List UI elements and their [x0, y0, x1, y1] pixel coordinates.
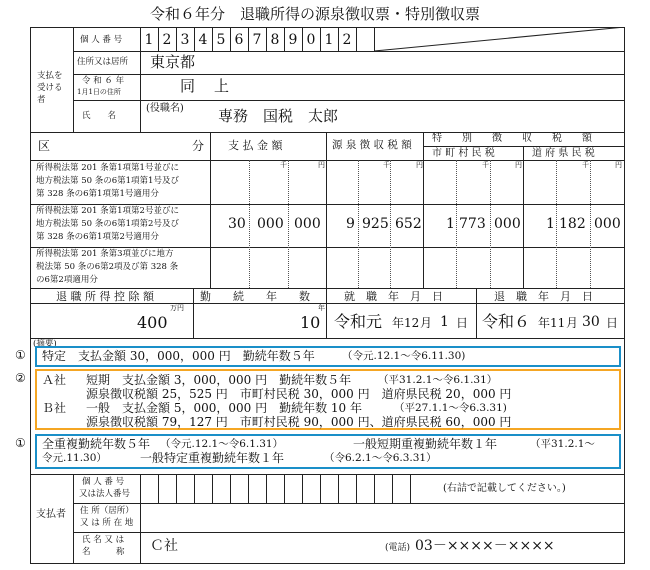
withholding-units: 652 — [395, 216, 422, 232]
row2-desc: 所得税法第 201 条第1項第2号並びに — [36, 206, 179, 216]
deduction-value: 400 — [137, 313, 168, 332]
col-city-label: 市 町 村 民 税 — [432, 148, 495, 159]
phone-label: (電話) — [385, 543, 411, 553]
row2-desc: 第 328 条の6第1項第2号適用分 — [36, 232, 159, 242]
col-section-label: 区 — [38, 139, 51, 153]
payer-name: Ｃ社 — [150, 538, 178, 554]
short-overlap-date: （平31.2.1～ — [530, 438, 595, 450]
row3-desc: 所得税法第 201 条第3項並びに地方 — [36, 249, 174, 259]
years-label: 勤 続 年 数 — [200, 290, 310, 303]
row3-desc: 税法第 50 条の6第2項及び第 328 条 — [36, 262, 179, 272]
deduction-label: 退 職 所 得 控 除 額 — [56, 290, 154, 303]
b-company-label: Ｂ社 — [42, 401, 67, 415]
jan1-address-label-2: 1月1日の住所 — [77, 88, 121, 96]
short-overlap-date-end: 令元.11.30） — [42, 452, 107, 464]
payer-address-label-2: 又 は 所 在 地 — [80, 518, 134, 528]
my-number-digit: 1 — [144, 32, 154, 48]
row1-desc: 地方税法第 50 条の6第1項第1号及び — [36, 176, 179, 186]
marker-2: ② — [15, 371, 26, 385]
a-company-line2: 源泉徴収税額 25，525 円 市町村民税 30，000 円 道府県民税 20，000 円 — [86, 387, 512, 401]
jan1-address-label: 令 和 ６ 年 — [82, 76, 125, 86]
recipient-label: 支払を受ける者 — [37, 71, 63, 105]
my-number-digit: 6 — [234, 32, 244, 48]
recipient-name: 専務 国税 太郎 — [218, 107, 339, 125]
unit-man-yen: 万円 — [170, 304, 184, 312]
city-tax-millions: 1 — [446, 216, 455, 232]
retirement-month-unit: 月 — [566, 316, 579, 330]
unit-yen: 円 — [615, 161, 622, 169]
pref-tax-thousands: 182 — [559, 216, 586, 232]
city-tax-units: 000 — [494, 216, 521, 232]
col-special-label: 特 別 徴 収 税 額 — [432, 133, 592, 144]
payer-number-label: 個 人 番 号 — [82, 477, 125, 487]
payment-units: 000 — [294, 216, 321, 232]
row2-desc: 地方税法第 50 条の6第1項第2号及び — [36, 219, 179, 229]
row1-desc: 第 328 条の6第1項第1号適用分 — [36, 189, 159, 199]
marker-3: ① — [15, 436, 26, 450]
remarks-line1: 特定 支払金額 30，000，000 円 勤続年数５年 — [42, 349, 315, 363]
retirement-day: 30 — [582, 314, 600, 330]
my-number-digit: 5 — [216, 32, 226, 48]
a-company-date: （平31.2.1～令6.1.31） — [378, 374, 498, 386]
employment-year: 年12 — [392, 316, 420, 330]
col-pref-label: 道 府 県 民 税 — [532, 148, 595, 159]
remarks-line1-date: （令元.12.1～令6.11.30) — [342, 350, 466, 362]
name-label: 氏 名 — [82, 111, 117, 121]
my-number-slash — [374, 27, 625, 51]
my-number-cells — [140, 27, 410, 51]
my-number-digit: 8 — [270, 32, 280, 48]
withholding-millions: 9 — [346, 216, 355, 232]
payer-name-label-2: 名 称 — [82, 547, 125, 557]
unit-yen: 円 — [515, 161, 522, 169]
payer-number-cells — [140, 474, 425, 503]
my-number-digit: 3 — [180, 32, 190, 48]
payer-number-label-2: 又は法人番号 — [79, 489, 131, 499]
overlap-years: 全重複勤続年数５年 — [42, 437, 151, 451]
remarks-label: (摘要) — [33, 339, 57, 349]
employment-day: 1 — [440, 314, 449, 330]
b-company-date: （平27.1.1～令6.3.31) — [394, 402, 507, 414]
col-withholding-label: 源 泉 徴 収 税 額 — [332, 139, 412, 151]
unit-thousand: 千 — [383, 161, 390, 169]
my-number-digit: 1 — [324, 32, 334, 48]
address-value: 東京都 — [150, 53, 196, 71]
row3-desc: の6第2項適用分 — [36, 275, 98, 285]
payer-number-note: (右詰で記載してください。) — [443, 483, 566, 494]
my-number-digit: 7 — [252, 32, 262, 48]
employment-day-unit: 日 — [456, 316, 469, 330]
my-number-digit: 9 — [288, 32, 298, 48]
b-company-line2: 源泉徴収税額 79，127 円 市町村民税 90，000 円、道府県民税 60，000 円 — [86, 415, 512, 429]
b-company-line1: 一般 支払金額 5，000，000 円 勤続年数 10 年 — [86, 401, 362, 415]
payment-thousands: 000 — [257, 216, 284, 232]
jan1-address-value: 同 上 — [180, 77, 232, 95]
col-payment-label: 支 払 金 額 — [228, 139, 283, 152]
unit-yen: 円 — [416, 161, 423, 169]
city-tax-thousands: 773 — [459, 216, 486, 232]
retirement-date-label: 退 職 年 月 日 — [494, 290, 593, 303]
years-value: 10 — [300, 313, 321, 332]
payer-address-label: 住 所（居所） — [80, 506, 134, 516]
position-label: (役職名) — [146, 103, 184, 114]
col-section-label-2: 分 — [192, 139, 205, 153]
unit-year: 年 — [318, 304, 325, 312]
a-company-line1: 短期 支払金額 3，000，000 円 勤続年数５年 — [86, 373, 352, 387]
my-number-digit: 2 — [162, 32, 172, 48]
form-title: 令和６年分 退職所得の源泉徴収票・特別徴収票 — [150, 5, 481, 23]
specific-overlap-date: （令6.2.1～令6.3.31） — [324, 452, 437, 464]
specific-overlap-years: 一般特定重複勤続年数１年 — [140, 451, 285, 465]
employment-era: 令和元 — [334, 312, 383, 331]
row1-desc: 所得税法第 201 条第1項第1号並びに — [36, 163, 179, 173]
address-label: 住所又は居所 — [77, 57, 129, 67]
employment-date-label: 就 職 年 月 日 — [344, 290, 443, 303]
unit-yen: 円 — [318, 161, 325, 169]
my-number-label: 個 人 番 号 — [80, 35, 123, 45]
employment-month-unit: 月 — [420, 316, 433, 330]
retirement-year: 年11 — [538, 316, 566, 330]
phone-number: 03－××××－×××× — [415, 538, 555, 554]
my-number-digit: 0 — [306, 32, 316, 48]
overlap-date: （令元.12.1～令6.1.31） — [160, 438, 284, 450]
unit-thousand: 千 — [582, 161, 589, 169]
unit-thousand: 千 — [482, 161, 489, 169]
payer-label: 支払者 — [36, 509, 66, 520]
my-number-digit: 4 — [198, 32, 208, 48]
withholding-thousands: 925 — [362, 216, 389, 232]
payment-millions: 30 — [228, 216, 246, 232]
marker-1: ① — [15, 348, 26, 362]
my-number-digit: 2 — [342, 32, 352, 48]
short-overlap-years: 一般短期重複勤続年数１年 — [353, 437, 498, 451]
retirement-day-unit: 日 — [606, 316, 619, 330]
retirement-era: 令和６ — [482, 312, 531, 331]
pref-tax-units: 000 — [594, 216, 621, 232]
pref-tax-millions: 1 — [546, 216, 555, 232]
unit-thousand: 千 — [280, 161, 287, 169]
a-company-label: Ａ社 — [42, 373, 67, 387]
payer-name-label: 氏 名 又 は — [82, 535, 125, 545]
